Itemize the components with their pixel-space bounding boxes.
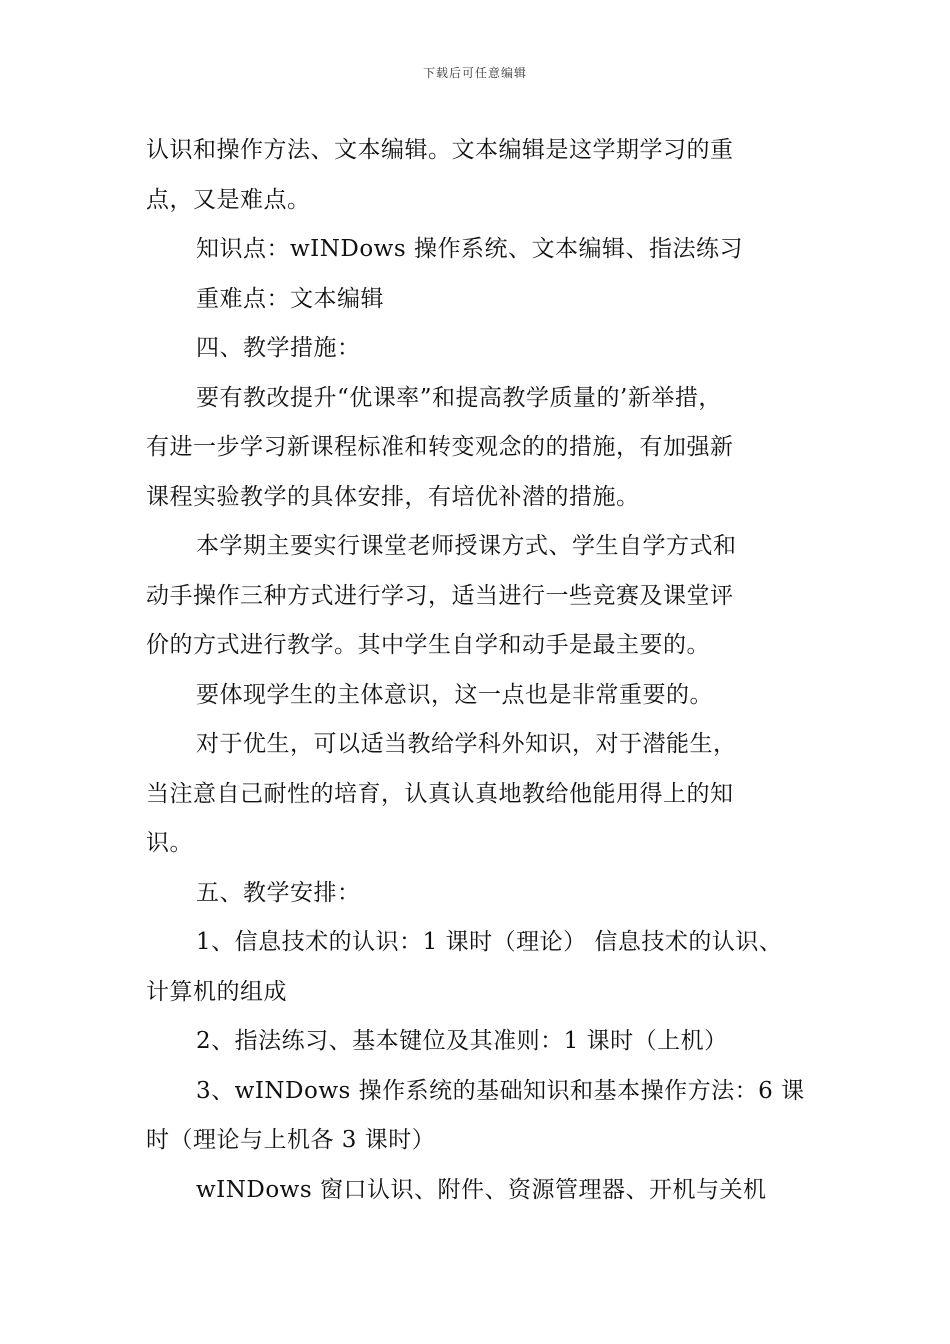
section-heading: 五、教学安排：: [196, 879, 361, 906]
text-line: 3、wINDows 操作系统的基础知识和基本操作方法：6 课: [196, 1077, 805, 1104]
text-line: 时（理论与上机各 3 课时）: [146, 1127, 436, 1153]
text-line: 1、信息技术的认识：1 课时（理论） 信息技术的认识、: [196, 929, 783, 955]
text-line: 要体现学生的主体意识，这一点也是非常重要的。: [196, 681, 713, 708]
text-line: wINDows 窗口认识、附件、资源管理器、开机与关机: [196, 1176, 767, 1203]
text-line: 点，又是难点。: [146, 186, 311, 213]
text-line: 本学期主要实行课堂老师授课方式、学生自学方式和: [196, 533, 737, 559]
text-line: 识。: [146, 830, 193, 856]
text-line: 价的方式进行教学。其中学生自学和动手是最主要的。: [146, 632, 710, 658]
page-header: 下载后可任意编辑: [422, 66, 527, 80]
text-line: 对于优生，可以适当教给学科外知识，对于潜能生，: [196, 731, 737, 757]
text-line: 要有教改提升“优课率”和提高教学质量的’新举措，: [196, 384, 722, 411]
section-heading: 四、教学措施：: [196, 335, 361, 361]
document-body: [146, 126, 826, 1215]
text-line: 2、指法练习、基本键位及其准则：1 课时（上机）: [196, 1028, 728, 1054]
text-line: 知识点：wINDows 操作系统、文本编辑、指法练习: [196, 236, 743, 262]
text-line: 动手操作三种方式进行学习，适当进行一些竞赛及课堂评: [146, 582, 734, 609]
text-line: 计算机的组成: [146, 978, 287, 1005]
text-line: 认识和操作方法、文本编辑。文本编辑是这学期学习的重: [146, 137, 734, 163]
text-line: 重难点：文本编辑: [196, 285, 384, 312]
text-line: 课程实验教学的具体安排，有培优补潜的措施。: [146, 483, 640, 510]
text-line: 有进一步学习新课程标准和转变观念的的措施，有加强新: [146, 434, 734, 460]
text-line: 当注意自己耐性的培育，认真认真地教给他能用得上的知: [146, 780, 734, 807]
